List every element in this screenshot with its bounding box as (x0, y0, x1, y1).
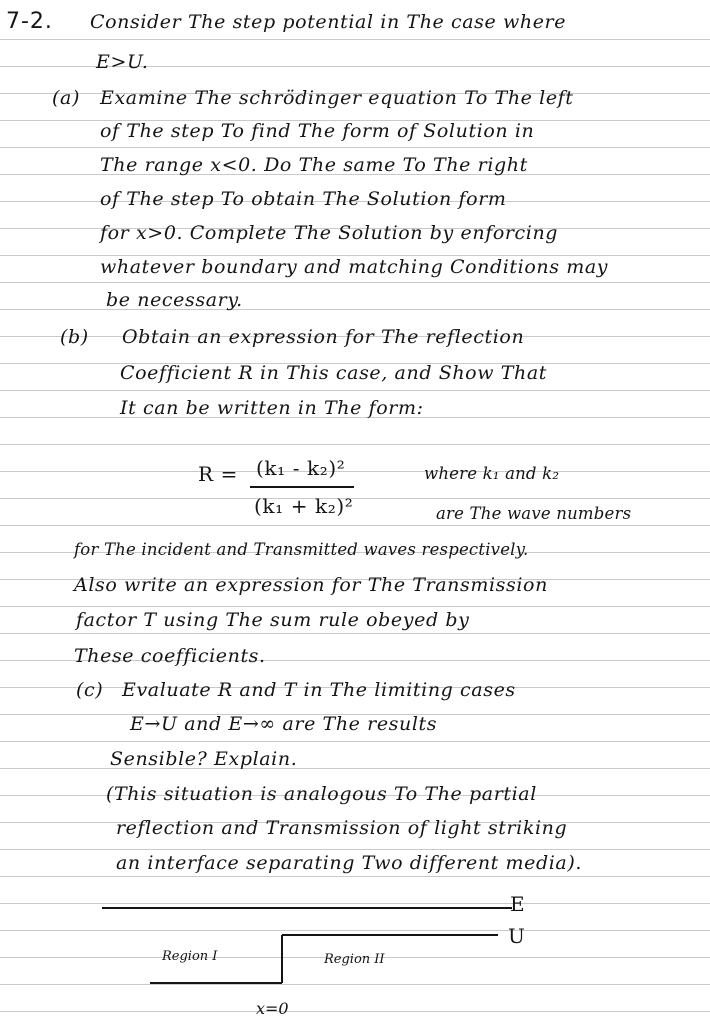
part-c-line-3: Sensible? Explain. (110, 748, 298, 770)
part-a-line-3: The range x<0. Do The same To The right (100, 154, 528, 176)
note-line-1: (This situation is analogous To The partial (106, 783, 537, 805)
part-a-line-6: whatever boundary and matching Conditions may (100, 256, 609, 278)
problem-number: 7-2. (6, 9, 53, 34)
note-line-3: an interface separating Two different media). (116, 852, 583, 874)
part-b-line-3: It can be written in The form: (120, 397, 424, 419)
part-b-after-1: for The incident and Transmitted waves respectively. (74, 540, 529, 559)
part-c-line-1: Evaluate R and T in The limiting cases (122, 679, 516, 701)
potential-label: U (508, 924, 525, 948)
intro-line-2: E>U. (96, 51, 149, 73)
part-b-line-1: Obtain an expression for The reflection (122, 326, 525, 348)
where-line-1: where k₁ and k₂ (424, 464, 560, 483)
part-b-line-2: Coefficient R in This case, and Show That (120, 362, 547, 384)
part-c-label: (c) (76, 679, 104, 701)
part-b-after-4: These coefficients. (74, 645, 266, 667)
part-a-line-1: Examine The schrödinger equation To The left (100, 87, 574, 109)
energy-label: E (510, 892, 525, 916)
part-a-line-5: for x>0. Complete The Solution by enforcing (100, 222, 559, 244)
part-b-after-2: Also write an expression for The Transmission (74, 574, 548, 596)
part-a-line-2: of The step To find The form of Solution in (100, 120, 535, 142)
intro-line-1: Consider The step potential in The case where (90, 11, 567, 33)
part-a-label: (a) (52, 87, 80, 109)
boundary-label: x=0 (256, 999, 289, 1018)
equation-numerator: (k₁ - k₂)² (256, 456, 346, 480)
note-line-2: reflection and Transmission of light striking (116, 817, 568, 839)
region-2-label: Region II (324, 952, 385, 967)
part-b-after-3: factor T using The sum rule obeyed by (76, 609, 470, 631)
where-line-2: are The wave numbers (436, 504, 632, 523)
part-a-line-4: of The step To obtain The Solution form (100, 188, 507, 210)
part-c-line-2: E→U and E→∞ are The results (130, 713, 438, 735)
equation-denominator: (k₁ + k₂)² (254, 494, 354, 518)
equation-lhs: R = (198, 462, 238, 486)
part-b-label: (b) (60, 326, 89, 348)
part-a-line-7: be necessary. (106, 289, 243, 311)
region-1-label: Region I (162, 949, 218, 964)
